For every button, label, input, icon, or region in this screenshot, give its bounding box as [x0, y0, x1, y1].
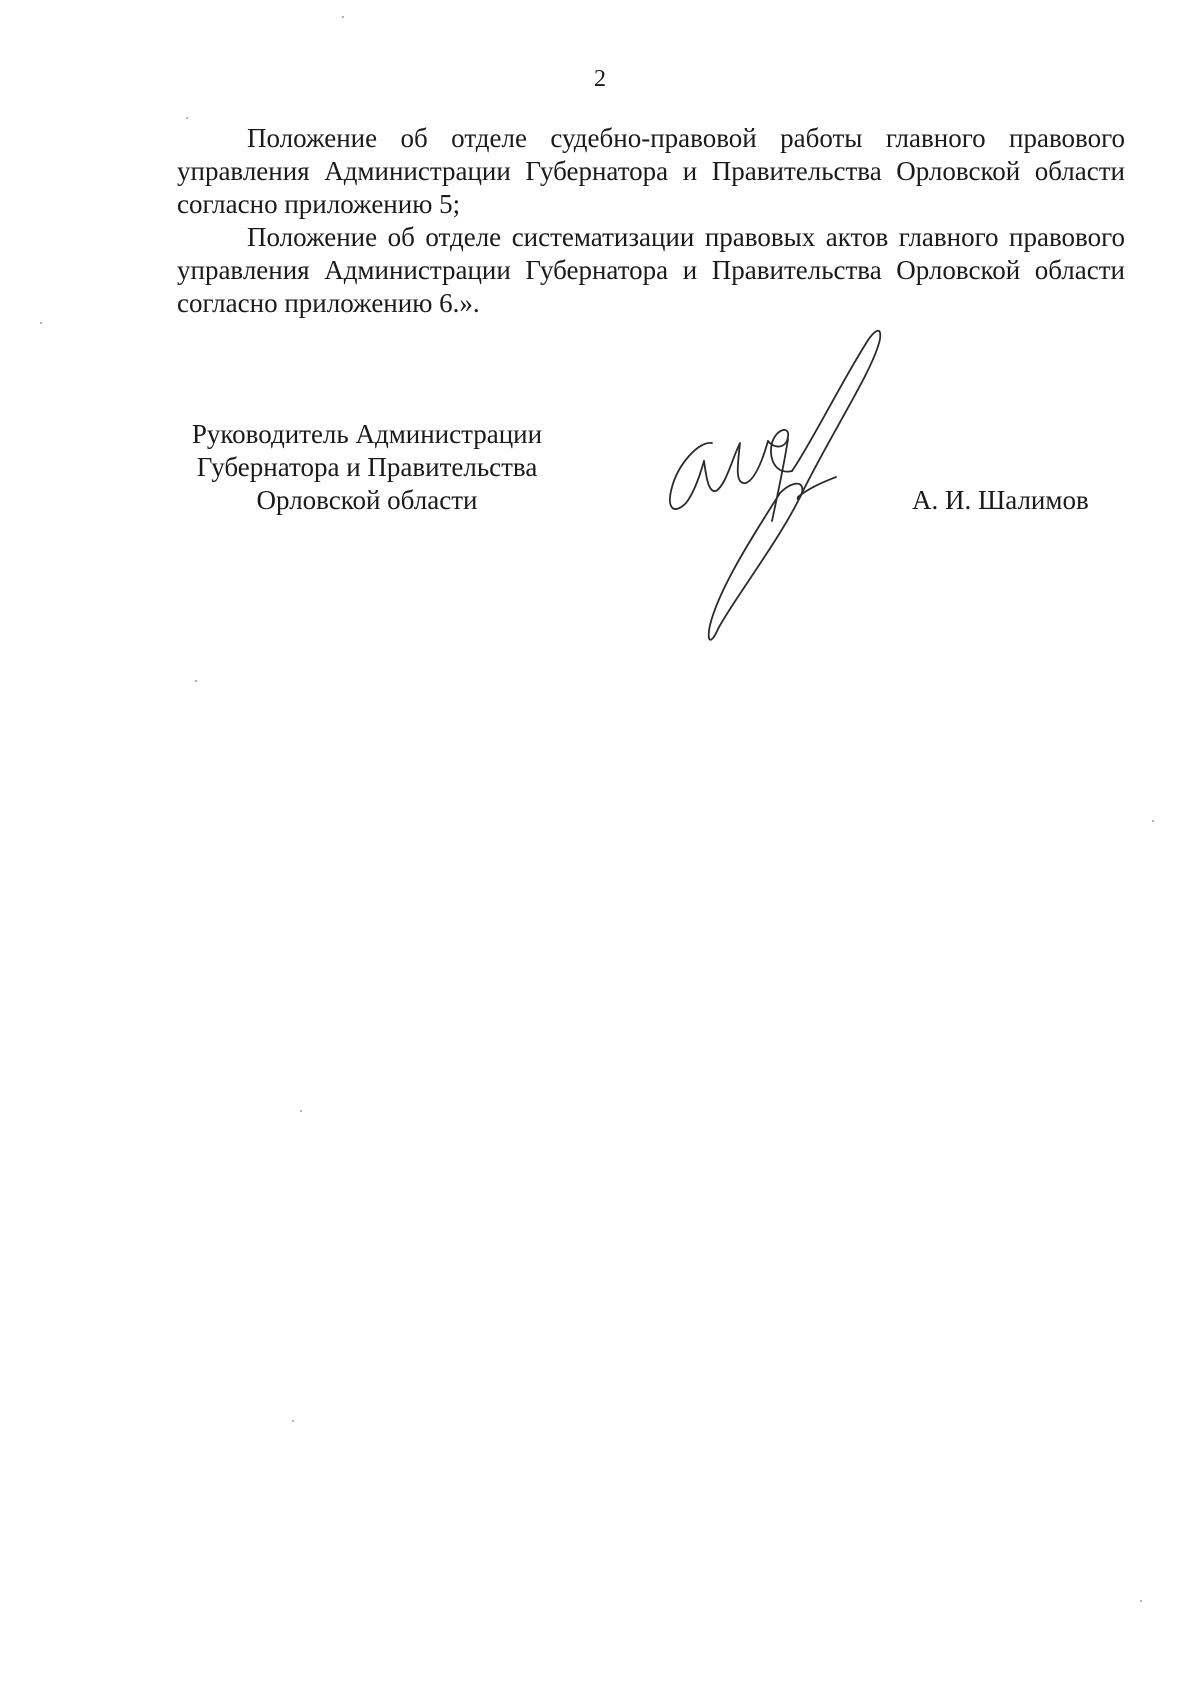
paragraph-appendix-5: Положение об отделе судебно-правовой работы главного правового управления Администрации Губернатора и Правительства Орловской области согласно приложению 5;: [177, 123, 1125, 219]
scan-speck: [342, 16, 344, 18]
signatory-title-line: Руководитель Администрации: [191, 419, 543, 449]
signatory-title-line: Орловской области: [256, 485, 478, 515]
scan-speck: [292, 1420, 294, 1422]
scan-speck: [195, 680, 197, 682]
signature-stroke: [768, 430, 792, 472]
scan-speck: [40, 322, 42, 324]
signatory-title: [177, 418, 557, 517]
page-number: 2: [594, 66, 606, 92]
signature-stroke: [709, 331, 881, 640]
signature-stroke: [704, 441, 768, 491]
signatory-title-line: Губернатора и Правительства: [196, 452, 538, 482]
document-body: [177, 122, 1125, 320]
scan-speck: [186, 117, 188, 119]
scan-speck: [300, 1110, 302, 1112]
scan-speck: [1140, 1600, 1142, 1602]
scan-speck: [1152, 820, 1154, 822]
signatory-name: А. И. Шалимов: [912, 485, 1089, 515]
signature-stroke: [772, 439, 788, 521]
paragraph-appendix-6: Положение об отделе систематизации правовых актов главного правового управления Администрации Губернатора и Правительства Орловской области согласно приложению 6.».: [177, 222, 1125, 318]
